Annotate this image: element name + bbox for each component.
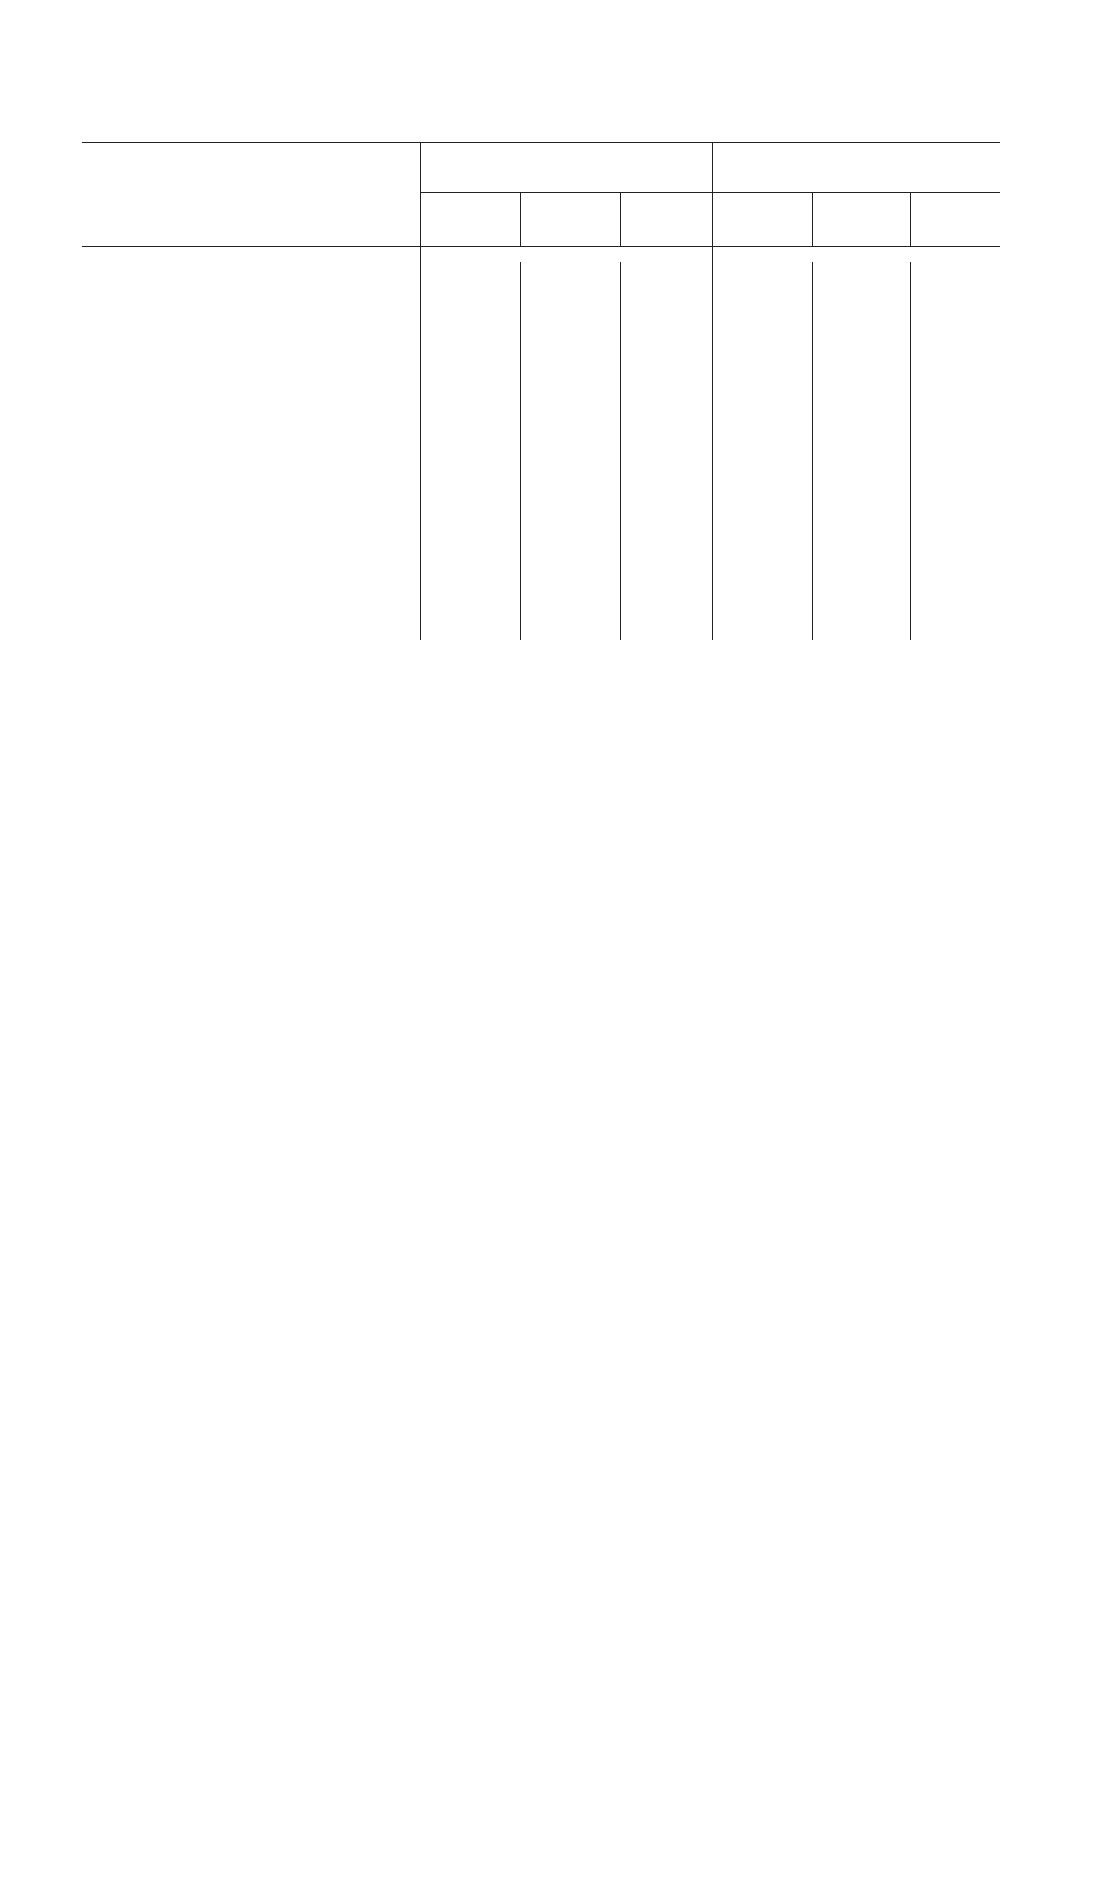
dairy-group-rule (420, 192, 1000, 193)
dairy-year-divider (520, 192, 521, 246)
dairy-label-rule (420, 142, 421, 640)
dairy-year-divider (812, 192, 813, 246)
dairy-top-rule (82, 142, 1000, 143)
dairy-year-divider (910, 192, 911, 246)
dairy-group-divider (712, 142, 713, 640)
dairy-col-divider (520, 262, 521, 640)
dairy-header-rule (82, 246, 1000, 247)
dairy-year-divider (620, 192, 621, 246)
dairy-col-divider (812, 262, 813, 640)
dairy-col-divider (620, 262, 621, 640)
dairy-col-divider (910, 262, 911, 640)
